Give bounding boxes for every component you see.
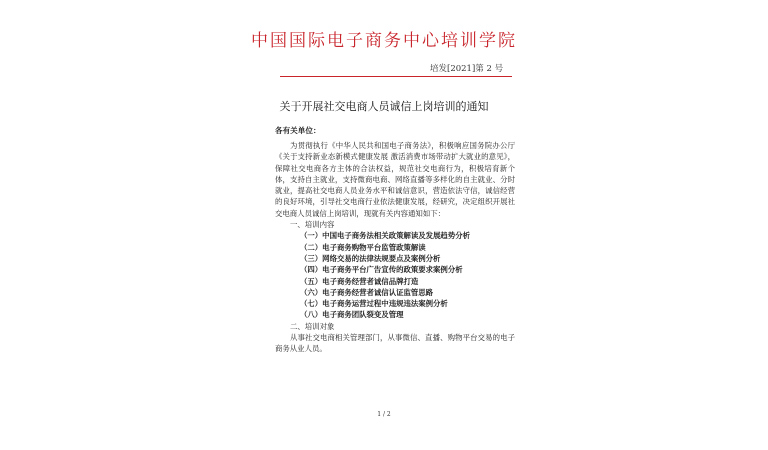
list-item: （八）电子商务团队裂变及管理 (300, 310, 404, 320)
list-item: （三）网络交易的法律法规要点及案例分析 (300, 253, 441, 263)
section-heading-audience: 二、培训对象 (290, 321, 335, 331)
notice-title: 关于开展社交电商人员诚信上岗培训的通知 (279, 100, 489, 113)
header-divider (280, 76, 512, 77)
list-item: （六）电子商务经营者诚信认证监管思路 (300, 287, 434, 297)
audience-paragraph: 从事社交电商相关管理部门，从事微信、直播、购物平台交易的电子商务从业人员。 (275, 333, 515, 354)
org-title: 中国国际电子商务中心培训学院 (251, 31, 517, 51)
intro-paragraph: 为贯彻执行《中华人民共和国电子商务法》，积极响应国务院办公厅《关于支持新业态新模式健康发展 激活消费市场带动扩大就业的意见》，保障社交电商各方主体的合法权益，规范社交电商行为，积极培育新个体，支持自主就业，支持微商电商、网络直播等多样化的自主就业、分时就业，提高社交电商人员业务水平和诚信意识，营造依法守信，诚信经营的良好环境，引导社交电商行业依法健康发展，经研究，决定组织开展社交电商人员诚信上岗培训，现就有关内容通知如下： (275, 141, 515, 218)
page-number: 1 / 2 (377, 411, 391, 418)
document-number: 培发[2021]第 2 号 (430, 64, 504, 74)
document-body (275, 140, 515, 355)
list-item: （四）电子商务平台广告宣传的政策要求案例分析 (300, 265, 463, 275)
list-item: （二）电子商务购物平台监管政策解读 (300, 242, 426, 252)
section-heading-content: 一、培训内容 (290, 220, 335, 230)
salutation: 各有关单位： (275, 126, 321, 135)
list-item: （七）电子商务运营过程中违规违法案例分析 (300, 299, 448, 309)
list-item: （五）电子商务经营者诚信品牌打造 (300, 276, 419, 286)
list-item: （一）中国电子商务法相关政策解读及发展趋势分析 (300, 231, 470, 241)
